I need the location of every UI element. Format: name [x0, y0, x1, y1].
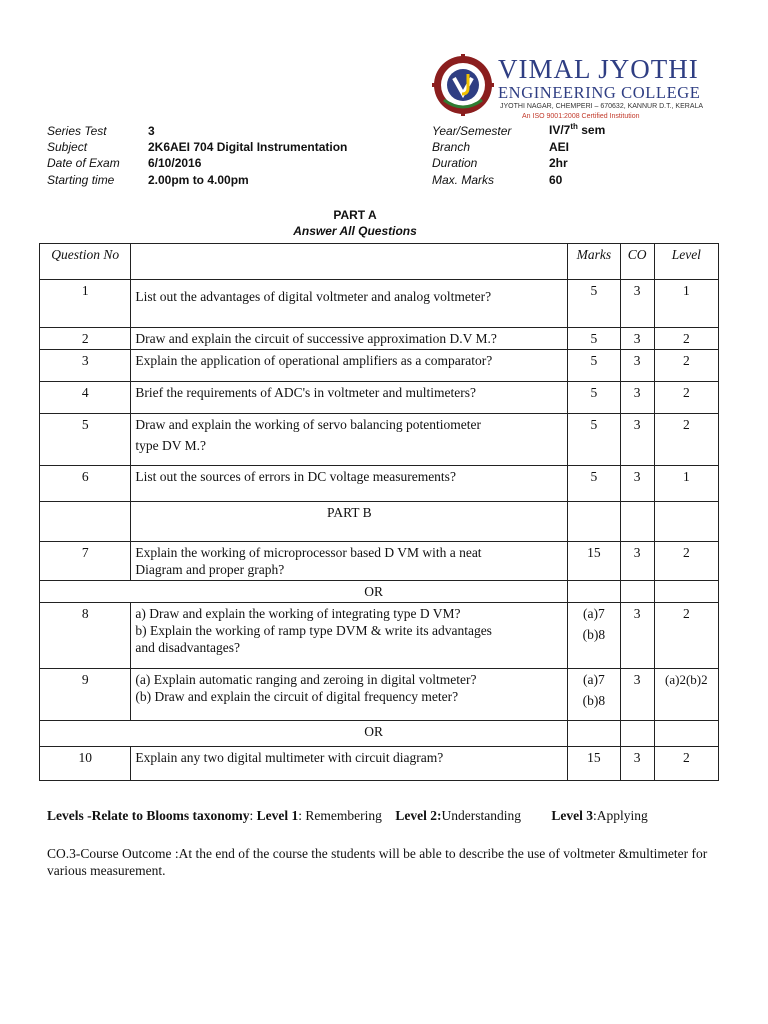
- branch-label: Branch: [432, 140, 471, 154]
- year-value: IV/7th sem: [549, 122, 606, 137]
- or-row: [40, 721, 719, 747]
- duration-value: 2hr: [549, 156, 568, 170]
- question-marks: 5: [568, 466, 620, 502]
- question-number: 3: [40, 350, 131, 382]
- college-address: JYOTHI NAGAR, CHEMPERI – 670632, KANNUR D.T., KERALA: [500, 103, 704, 110]
- max-marks-label: Max. Marks: [432, 173, 495, 187]
- question-co: 3: [620, 466, 654, 502]
- part-b-row: [40, 502, 719, 542]
- level1-label: Level 1: [256, 808, 299, 823]
- table-row: [40, 669, 719, 721]
- level1-text: : Remembering: [298, 808, 382, 823]
- table-row: [40, 382, 719, 414]
- question-co: 3: [620, 414, 654, 466]
- table-header-row: [40, 244, 719, 280]
- header-marks: Marks: [568, 244, 620, 280]
- question-level: 2: [654, 603, 718, 669]
- question-number: 4: [40, 382, 131, 414]
- subject-value: 2K6AEI 704 Digital Instrumentation: [148, 140, 348, 154]
- question-number: 1: [40, 280, 131, 328]
- question-marks: 15: [568, 542, 620, 581]
- header-question-blank: [131, 244, 568, 280]
- question-text: List out the advantages of digital voltmeter and analog voltmeter?: [131, 280, 568, 328]
- question-marks: 15: [568, 747, 620, 781]
- question-text: Explain any two digital multimeter with circuit diagram?: [131, 747, 568, 781]
- time-value: 2.00pm to 4.00pm: [148, 173, 249, 187]
- college-name: VIMAL JYOTHI: [498, 54, 699, 84]
- iso-certification: An ISO 9001:2008 Certified Institution: [522, 113, 640, 120]
- duration-label: Duration: [432, 156, 478, 170]
- question-marks: 5: [568, 328, 620, 350]
- series-test-label: Series Test: [47, 124, 107, 138]
- question-level: (a)2(b)2: [654, 669, 718, 721]
- header-co: CO: [620, 244, 654, 280]
- question-text: (a) Explain automatic ranging and zeroing in digital voltmeter? (b) Draw and explain the circuit of digital frequency meter?: [131, 669, 568, 721]
- part-a-subtitle: Answer All Questions: [293, 224, 417, 238]
- question-text: Brief the requirements of ADC's in voltmeter and multimeters?: [131, 382, 568, 414]
- college-logo: [432, 54, 732, 120]
- question-marks: 5: [568, 414, 620, 466]
- question-level: 2: [654, 328, 718, 350]
- levels-note: Levels -Relate to Blooms taxonomy: Level 1: Remembering Level 2:Understanding Level 3:Applying: [47, 808, 648, 823]
- question-co: 3: [620, 603, 654, 669]
- subject-label: Subject: [47, 140, 88, 154]
- question-text: Draw and explain the circuit of successive approximation D.V M.?: [131, 328, 568, 350]
- question-marks: (a)7 (b)8: [568, 669, 620, 721]
- college-subtitle: ENGINEERING COLLEGE: [498, 83, 701, 102]
- questions-table: [39, 243, 719, 781]
- question-level: 2: [654, 747, 718, 781]
- time-label: Starting time: [47, 173, 115, 187]
- table-row: [40, 280, 719, 328]
- college-emblem-icon: [432, 54, 494, 116]
- question-text: Explain the application of operational amplifiers as a comparator?: [131, 350, 568, 382]
- question-number: 8: [40, 603, 131, 669]
- level2-label: Level 2:: [395, 808, 442, 823]
- question-marks: (a)7 (b)8: [568, 603, 620, 669]
- question-level: 1: [654, 466, 718, 502]
- question-level: 2: [654, 382, 718, 414]
- table-row: [40, 328, 719, 350]
- table-row: [40, 603, 719, 669]
- question-level: 2: [654, 542, 718, 581]
- question-number: 5: [40, 414, 131, 466]
- course-outcome-note: CO.3-Course Outcome :At the end of the course the students will be able to describe the use of voltmeter &multimeter for various measurement.: [47, 846, 708, 878]
- header-question-no: Question No: [40, 244, 131, 280]
- question-level: 1: [654, 280, 718, 328]
- table-row: [40, 414, 719, 466]
- question-marks: 5: [568, 280, 620, 328]
- question-number: 6: [40, 466, 131, 502]
- max-marks-value: 60: [549, 173, 563, 187]
- table-row: [40, 466, 719, 502]
- question-text: List out the sources of errors in DC voltage measurements?: [131, 466, 568, 502]
- levels-prefix: Levels -Relate to Blooms taxonomy: [47, 808, 250, 823]
- table-row: [40, 542, 719, 581]
- question-co: 3: [620, 542, 654, 581]
- question-level: 2: [654, 414, 718, 466]
- part-b-label: PART B: [131, 502, 568, 542]
- question-co: 3: [620, 747, 654, 781]
- date-label: Date of Exam: [47, 156, 120, 170]
- series-test-value: 3: [148, 124, 155, 138]
- level2-text: Understanding: [441, 808, 521, 823]
- question-text: Draw and explain the working of servo balancing potentiometer type DV M.?: [131, 414, 568, 466]
- year-label: Year/Semester: [432, 124, 512, 138]
- question-number: 10: [40, 747, 131, 781]
- table-row: [40, 350, 719, 382]
- question-number: 9: [40, 669, 131, 721]
- question-marks: 5: [568, 382, 620, 414]
- branch-value: AEI: [549, 140, 570, 154]
- question-number: 7: [40, 542, 131, 581]
- question-co: 3: [620, 280, 654, 328]
- level3-label: Level 3: [551, 808, 593, 823]
- question-level: 2: [654, 350, 718, 382]
- or-row: [40, 581, 719, 603]
- table-row: [40, 747, 719, 781]
- question-text: a) Draw and explain the working of integrating type D VM? b) Explain the working of ramp type DVM & write its advantages and disadvantages?: [131, 603, 568, 669]
- or-label: OR: [40, 721, 568, 747]
- header-level: Level: [654, 244, 718, 280]
- question-co: 3: [620, 350, 654, 382]
- part-a-title: PART A: [333, 208, 377, 222]
- level3-text: :Applying: [592, 808, 648, 823]
- question-co: 3: [620, 669, 654, 721]
- or-label: OR: [40, 581, 568, 603]
- question-number: 2: [40, 328, 131, 350]
- question-co: 3: [620, 382, 654, 414]
- date-value: 6/10/2016: [148, 156, 202, 170]
- question-marks: 5: [568, 350, 620, 382]
- question-text: Explain the working of microprocessor based D VM with a neat Diagram and proper graph?: [131, 542, 568, 581]
- question-co: 3: [620, 328, 654, 350]
